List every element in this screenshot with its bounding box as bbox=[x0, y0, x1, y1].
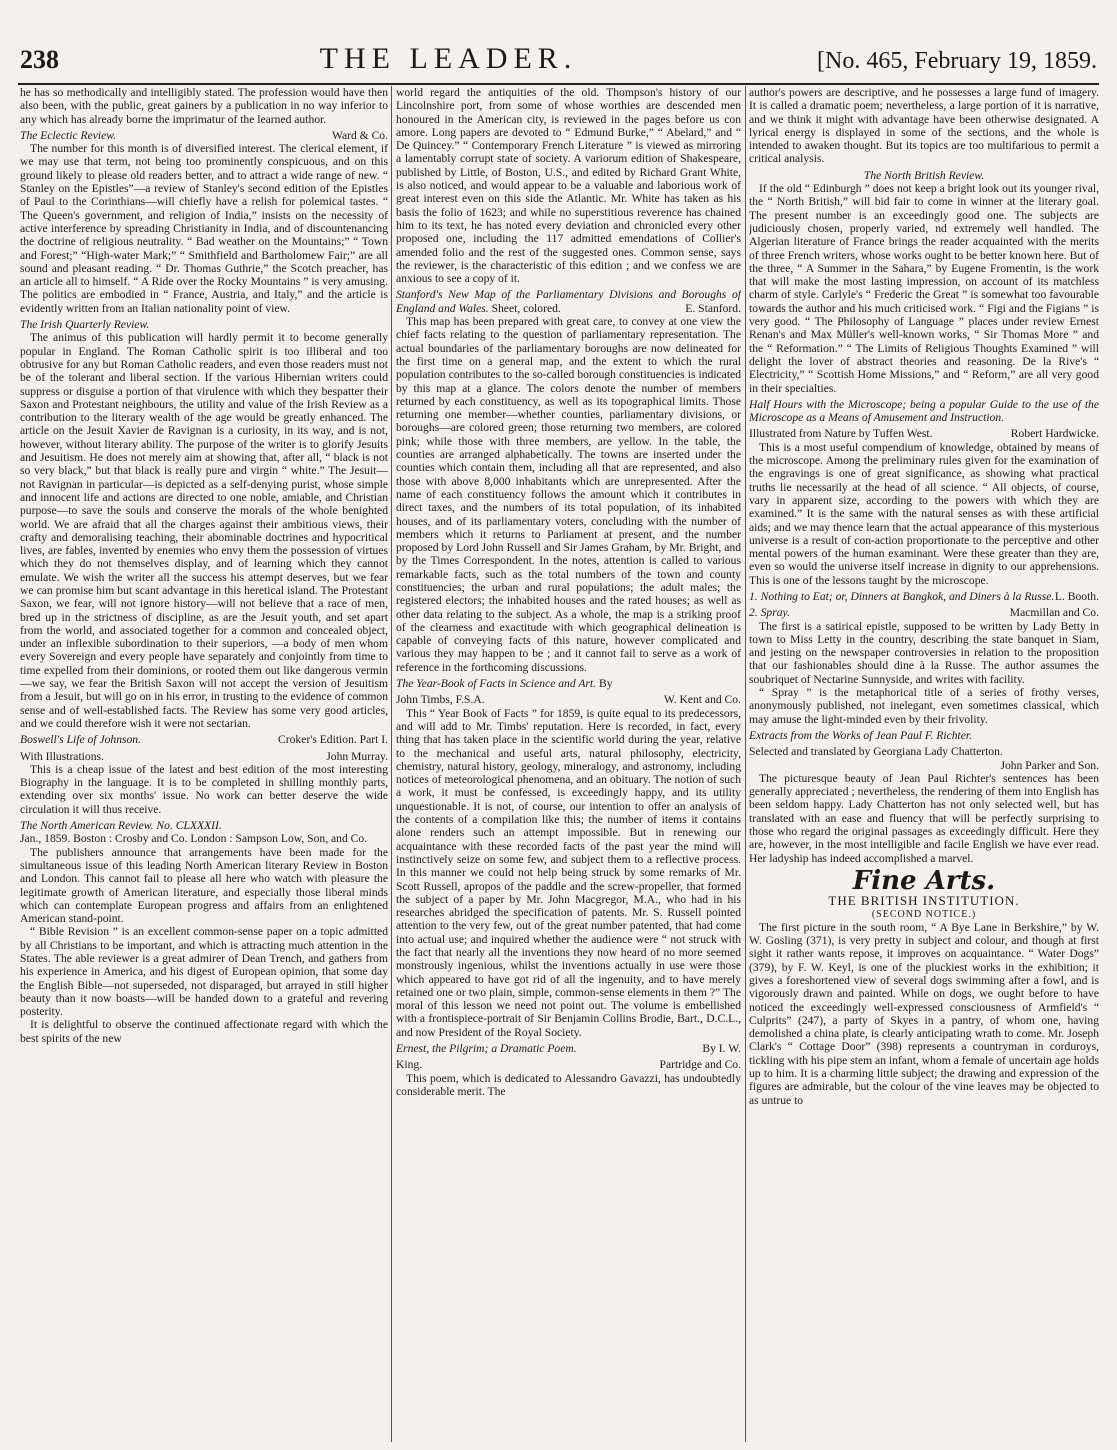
review-by: By bbox=[598, 677, 613, 691]
review-publisher: Ward & Co. bbox=[331, 128, 388, 142]
review-heading bbox=[20, 733, 388, 746]
review-subline bbox=[20, 750, 388, 763]
review-body: This is a cheap issue of the latest and best edition of the most interesting Biography in the language. It is to be completed in shilling monthly parts, extending over six months' issue. No work can better deserve the wide circulation it will thus receive. bbox=[20, 762, 388, 816]
review-heading bbox=[749, 398, 1099, 425]
column-2 bbox=[396, 86, 741, 1442]
review-author: John Timbs, F.S.A. bbox=[396, 693, 485, 707]
review-body: The animus of this publication will hardly permit it to become generally popular in England. The Roman Catholic spirit is too illiberal and too obtrusive for any but Roman Catholic readers, and even those readers must not be of the tolerant and liberal section. If the various Hibernian writers could suppress or disguise a portion of that virulence with which they bespatter their Saxon and Protestant neighbours, the utility and value of the Irish Review as a contribution to the literary wealth of the age would be greatly enhanced. The article on the Jesuit Xavier de Ravignan is a curiosity, in its way, and is not, however, without literary ability. The purpose of the writer is to glorify Jesuits and Jesuitism. He does not merely aim at showing that, after all, “ black is not so very black,” but that black is really pure and virgin “ white.” The Jesuit—not Ravignan in particular—is depicted as a self-denying purist, whose simple and innocent life and actions are directed to one noble, amiable, and Christian purpose—to save the souls and conserve the morals of the whole benighted world. We are afraid that all the charges against their ambitious views, their crafty and demoralising teaching, their abominable doctrines and hypocritical lives, are fables, invented by enemies who envy them the possession of virtues which they do not themselves display, and of learning which they cannot emulate. We wish the writer all the success his attempt deserves, but we fear we can promise him but scant advantage in this heretical island. The Protestant Saxon, we fear, will not ignore history—will not believe that a race of men, bred up in the strictness of discipline, as are the Jesuit youth, and set apart from the world, and associated together for a common and concealed object, under an inflexible subordination to their superiors, —a body of men whom every Sovereign and every people have separately and conjointly from time to time expelled from their dominions, or rooted them out like dangerous vermin—we say, we fear the British Saxon will not accept the version of Jesuitism from a Jesuit, but will go on in his error, in trusting to the evidence of common sense and of well-established facts. The Review has some very good articles, and we could therefore wish it were not sectarian. bbox=[20, 331, 388, 730]
review-publisher: Robert Hardwicke. bbox=[1010, 427, 1099, 441]
article-subheading: (SECOND NOTICE.) bbox=[871, 908, 977, 920]
review-heading bbox=[20, 819, 388, 832]
article-body: The first picture in the south room, “ A Bye Lane in Berkshire,” by W. W. Gosling (371), is very pretty in subject and colour, and though at first sight it rather wants repose, it improves on acquaintance. “ Water Dogs” (379), by F. W. Keyl, is one of the pluckiest works in the exhibition; it gives a foreshortened view of several dogs swimming after a fowl, and is vigorously drawn and painted. While on dogs, we ought before to have noticed the exceedingly well-expressed consciousness of Armfield's “ Culprits” (247), a party of Skyes in a pantry, of whom one, having demolished a china plate, is clearly anticipating wrath to come. Mr. Joseph Clark's “ Cottage Door” (398) represents a countryman in corduroys, tickling with his pipe stem an infant, whom a female of uncertain age holds up to him. It is a charming little subject; the drawing and expression of the figures are admirable, but the colour of the vine leaves may be objected to as untrue to bbox=[749, 920, 1099, 1107]
masthead bbox=[20, 42, 1097, 78]
column-divider bbox=[745, 86, 746, 1442]
review-body: The number for this month is of diversified interest. The clerical element, if we may use that term, not being too prominently conspicuous, and on this ground likely to please old readers better, and to attract a wide range of new. “ Stanley on the Epistles”—a review of Stanley's second edition of the Epistles of Paul to the Corinthians—will chiefly have a relish for polemical tastes. “ The Queen's government, and religion of India,” insists on the necessity of active interference by spreading Christianity in India, and of discountenancing the doctrine of religious neutrality. “ Bad weather on the Mountains;” “ Town and Forest;” “High-water Mark;” “ Smithfield and Bartholomew Fair;” are all sound and pleasant reading. “ Dr. Thomas Guthrie,” the Scotch preacher, has an article all to himself. “ A Ride over the Rocky Mountains ” is very amusing. The politics are embodied in “ France, Austria, and Italy,” and the article is evidently written from an Italian nationality point of view. bbox=[20, 142, 388, 315]
review-heading bbox=[396, 677, 741, 690]
newspaper-title: THE LEADER. bbox=[319, 42, 578, 75]
review-title: Stanford's New Map of the Parliamentary Divisions and Boroughs of England and Wales. bbox=[396, 288, 741, 315]
review-heading bbox=[20, 129, 388, 142]
review-illustrations: With Illustrations. bbox=[20, 749, 104, 763]
review-title: Half Hours with the Microscope; being a popular Guide to the use of the Microscope as a Means of Amusement and Instruction. bbox=[749, 397, 1099, 425]
review-title: The North American Review. No. CLXXXII. bbox=[20, 819, 222, 833]
column-divider bbox=[391, 86, 392, 1442]
review-body: “ Spray ” is the metaphorical title of a series of frothy verses, anonymously published, not inelegant, even sometimes classical, which may amuse the light-minded even by their frivolity. bbox=[749, 686, 1099, 726]
article-continuation: world regard the antiquities of the old. Thompson's history of our Lincolnshire port, from some of whose worthies are descended men honoured in the American city, is reviewed in the pages before us con amore. Long papers are devoted to “ Edmund Burke,” “ Abelard,” and “ De Quincey.” “ Contemporary French Literature ” is viewed as mirroring a lamentably corrupt state of society. A variorum edition of Shakespeare, published by Little, of Boston, U.S., and edited by Richard Grant White, is also noticed, and would appear to be a valuable and laborious work of great interest even on this side the Atlantic. Mr. White has taken as his basis the folio of 1623; and while no superstitious reverence has chained him to its text, he has noted every deviation and chronicled every other proposed one, including the 117 admitted emendations of Collier's amended folio and the rest of the suggested ones. Common sense, says the reviewer, is the characteristic of this edition ; and we confess we are anxious to see a copy of it. bbox=[396, 86, 741, 286]
review-heading bbox=[749, 590, 1099, 603]
review-heading bbox=[20, 318, 388, 331]
review-by: By I. W. bbox=[702, 1042, 741, 1056]
review-heading bbox=[749, 729, 1099, 742]
review-subline bbox=[749, 745, 1099, 772]
article-continuation: author's powers are descriptive, and he possesses a large fund of imagery. It is called a dramatic poem; nevertheless, a large portion of it is narrative, and we think it might with advantage have been otherwise designated. A lyrical energy is displayed in some of the sections, and the whole is intended to awaken thought. But its topics are too multifarious to permit a critical analysis. bbox=[749, 86, 1099, 166]
review-body: If the old “ Edinburgh ” does not keep a bright look out its younger rival, the “ North British,” will bid fair to come in winner at the literary goal. The present number is an exceedingly good one. The subjects are judiciously chosen, properly varied, nd extremely well handled. The Algerian literature of France brings the reader acquainted with the merits of three French writers, whose works ought to be better known here. But of the three, “ A Summer in the Sahara,” by Eugene Fromentin, is the work that will make the most lasting impression, on account of its matchless charm of style. Carlyle's “ Frederic the Great ” is somewhat too favourable towards the author and his much criticised work. “ Figi and the Figians ” is very good. “ The Philosophy of Language ” places under review Ernest Renan's and Max Müller's well-known works, “ Sir Thomas More ” and the “ Reformation.” “ The Limits of Religious Thoughts Examined ” will delight the lover of abstract theories and reasoning. De la Rive's “ Electricity,” “ Scottish Home Missions,” and “ Reform,” are all very good in their specialties. bbox=[749, 182, 1099, 395]
column-1 bbox=[20, 86, 388, 1442]
page-number: 238 bbox=[20, 45, 59, 74]
review-subline bbox=[396, 1058, 741, 1071]
review-details: Jan., 1859. Boston : Crosby and Co. London : Sampson Low, Son, and Co. bbox=[20, 832, 368, 846]
review-translator: Selected and translated by Georgiana Lady Chatterton. bbox=[749, 745, 1003, 759]
review-publisher: John Murray. bbox=[326, 749, 388, 763]
review-title: Extracts from the Works of Jean Paul F. Richter. bbox=[749, 728, 973, 742]
review-heading bbox=[749, 606, 1099, 619]
review-format: Sheet, colored. bbox=[491, 301, 561, 315]
review-heading bbox=[396, 1042, 741, 1055]
article-heading: THE BRITISH INSTITUTION. bbox=[828, 893, 1020, 909]
issue-line: [No. 465, February 19, 1859. bbox=[817, 48, 1097, 74]
review-title: The Irish Quarterly Review. bbox=[20, 318, 150, 332]
review-title: The Eclectic Review. bbox=[20, 128, 117, 142]
review-body: “ Bible Revision ” is an excellent common-sense paper on a topic admitted by all Christians to be important, and which is attracting much attention in the States. The able reviewer is a great admirer of Dean Trench, and gathers from his experience in America, and his digest of European opinion, that some day the English Bible—not superseded, not disparaged, but arrayed in still higher beauty than it now boasts—will be handed down to a grateful and revering posterity. bbox=[20, 925, 388, 1019]
review-publisher: Macmillan and Co. bbox=[1009, 606, 1099, 620]
review-body: It is delightful to observe the continued affectionate regard with which the best spirits of the new bbox=[20, 1018, 388, 1045]
review-title: 2. Spray. bbox=[749, 606, 790, 620]
section-heading-fine-arts: Fine Arts. bbox=[852, 865, 996, 896]
review-illustrated: Illustrated from Nature by Tuffen West. bbox=[749, 427, 933, 441]
article-continuation: he has so methodically and intelligibly stated. The profession would have then also been, with the public, great gainers by a publication in no way inferior to any which has already borne the imprimatur of the learned author. bbox=[20, 86, 388, 126]
review-title: 1. Nothing to Eat; or, Dinners at Bangkok, and Diners à la Russe. bbox=[749, 589, 1055, 603]
review-subline bbox=[749, 427, 1099, 440]
review-subline bbox=[396, 693, 741, 706]
review-author: King. bbox=[396, 1058, 423, 1072]
review-publisher: John Parker and Son. bbox=[1000, 758, 1099, 772]
review-publisher: W. Kent and Co. bbox=[663, 693, 741, 707]
review-body: This map has been prepared with great care, to convey at one view the chief facts relating to the question of parliamentary representation. The actual boundaries of the parliamentary boroughs are now delineated for the first time on a general map, and the extent to which the rural population contributes to the so-called borough constituencies is indicated by this map at a glance. The colors denote the number of members returned by each constituency, as well as its topographical limits. Those returning one member—whether counties, parliamentary divisions, or boroughs—are colored green; those returning two members, are colored pink; while those with three members, are yellow. In the table, the counties are arranged alphabetically. The towns are inserted under the counties which contain them, including all that are represented, and also those with above 8,000 inhabitants which are unrepresented. After the name of each constituency follows the amount which it contributes in direct taxes, and the numbers of its total population, of its inhabited houses, and of its parliamentary voters, concluding with the number of members which it returns to Parliament at present, and the number proposed by Lord John Russell and Sir James Graham, by Mr. Bright, and by the Times Correspondent. In the notes, attention is called to various remarkable facts, such as the total numbers of the town and county constituencies; the urban and rural populations; the adult males; the registered electors; the inhabited houses and the rated houses; as well as other data relating to the subject. As a whole, the map is a striking proof of the clearness and exactitude with which geographical delineation is capable of conveying facts of this nature, however complicated and various they may happen to be ; and it cannot fail to serve as a work of reference in the forthcoming discussions. bbox=[396, 315, 741, 674]
masthead-rule bbox=[18, 83, 1099, 85]
review-body: This poem, which is dedicated to Alessandro Gavazzi, has undoubtedly considerable merit. The bbox=[396, 1071, 741, 1098]
review-publisher: E. Stanford. bbox=[685, 301, 741, 315]
review-edition: Croker's Edition. Part I. bbox=[278, 733, 388, 747]
review-body: This “ Year Book of Facts ” for 1859, is quite equal to its predecessors, and will add to Mr. Timbs' reputation. Here is recorded, in fact, every thing that has taken place in the scientific world during the year, relative to the mechanical and useful arts, natural philosophy, electricity, chemistry, natural history, geology, mineralogy, and astronomy, including notices of meteorological phenomena, and an obituary. The notion of such a work, it must be confessed, is exceedingly happy, and its utility unquestionable. It is not, of course, our intention to offer an analysis of the contents of a compilation like this; the number of items it contains alone renders such an attempt impossible. But in renewing our acquaintance with these recorded facts of the past year the mind will instinctively seize on some few, and subject them to a reflective process. In this manner we could not help being struck by some remarks of Mr. Scott Russell, apropos of the paddle and the screw-propeller, that formed the subject of a paper by Mr. John Macgregor, M.A., who had in his researches abridged the specification of patents. Mr. S. Russell pointed attention to the very few, out of the great number patented, that had come into actual use; and inquired whether the audience were “ not struck with the fact that nearly all the inventions they now heard of no more seemed monstrously ingenious, whilst the inventions actually in use were those which appeared to have got rid of all the ingenuity, and to have merely retained one or two plain, simple, common-sense elements in them ?” The moral of this lesson we need not point out. The volume is embellished with a frontispiece-portrait of Sir Benjamin Collins Brodie, Bart., D.C.L., and now President of the Royal Society. bbox=[396, 706, 741, 1039]
review-heading bbox=[749, 169, 1099, 182]
review-body: The publishers announce that arrangements have been made for the simultaneous issue of this leading North American literary Review in Boston and London. This cannot fail to please all here who watch with pleasure the legitimate growth of American literature, and especially those liberal minds which can contemplate European progress and affairs from an enlightened American stand-point. bbox=[20, 845, 388, 926]
review-body: The first is a satirical epistle, supposed to be written by Lady Betty in town to Miss Letty in the country, describing the state banquet in Siam, and jesting on the newspaper controversies in relation to the proposition that our fashionables should dine à la Russe. The author assumes the soubriquet of Nectarine Sunnyside, and writes with facility. bbox=[749, 619, 1099, 686]
review-publisher: L. Booth. bbox=[1054, 589, 1099, 603]
review-title: Boswell's Life of Johnson. bbox=[20, 733, 141, 747]
review-publisher: Partridge and Co. bbox=[659, 1058, 741, 1072]
review-body: The picturesque beauty of Jean Paul Richter's sentences has been generally appreciated ; nevertheless, the rendering of them into English has been seldom happy. Lady Chatterton has not only selected well, but has translated with an ease and fluency that will be perfectly surprising to those who regard the original passages as exceedingly difficult. Here they are, however, in the most intelligible and facile English we have ever read. Her ladyship has indeed accomplished a marvel. bbox=[749, 771, 1099, 865]
review-title: The North British Review. bbox=[863, 168, 985, 182]
review-body: This is a most useful compendium of knowledge, obtained by means of the microscope. Among the preliminary rules given for the examination of the engravings is one of great significance, as showing what practical truths lie necessarily at the head of all science. “ All objects, of course, vary in apparent size, according to the powers with which they are examined.” It is the same with the natural senses as with these artificial aids; and we may thence learn that the actual appearance of this mysterious universe is a result of con-action proportionate to the perceptive and other mental powers of the human examinant. Were these greater than they are, even so would the universe itself increase in dignity to our apprehensions. This is one of the lessons taught by the microscope. bbox=[749, 440, 1099, 587]
review-title: Ernest, the Pilgrim; a Dramatic Poem. bbox=[396, 1042, 577, 1056]
review-heading bbox=[396, 288, 741, 315]
column-3 bbox=[749, 86, 1099, 1442]
review-title: The Year-Book of Facts in Science and Art. bbox=[396, 677, 597, 691]
